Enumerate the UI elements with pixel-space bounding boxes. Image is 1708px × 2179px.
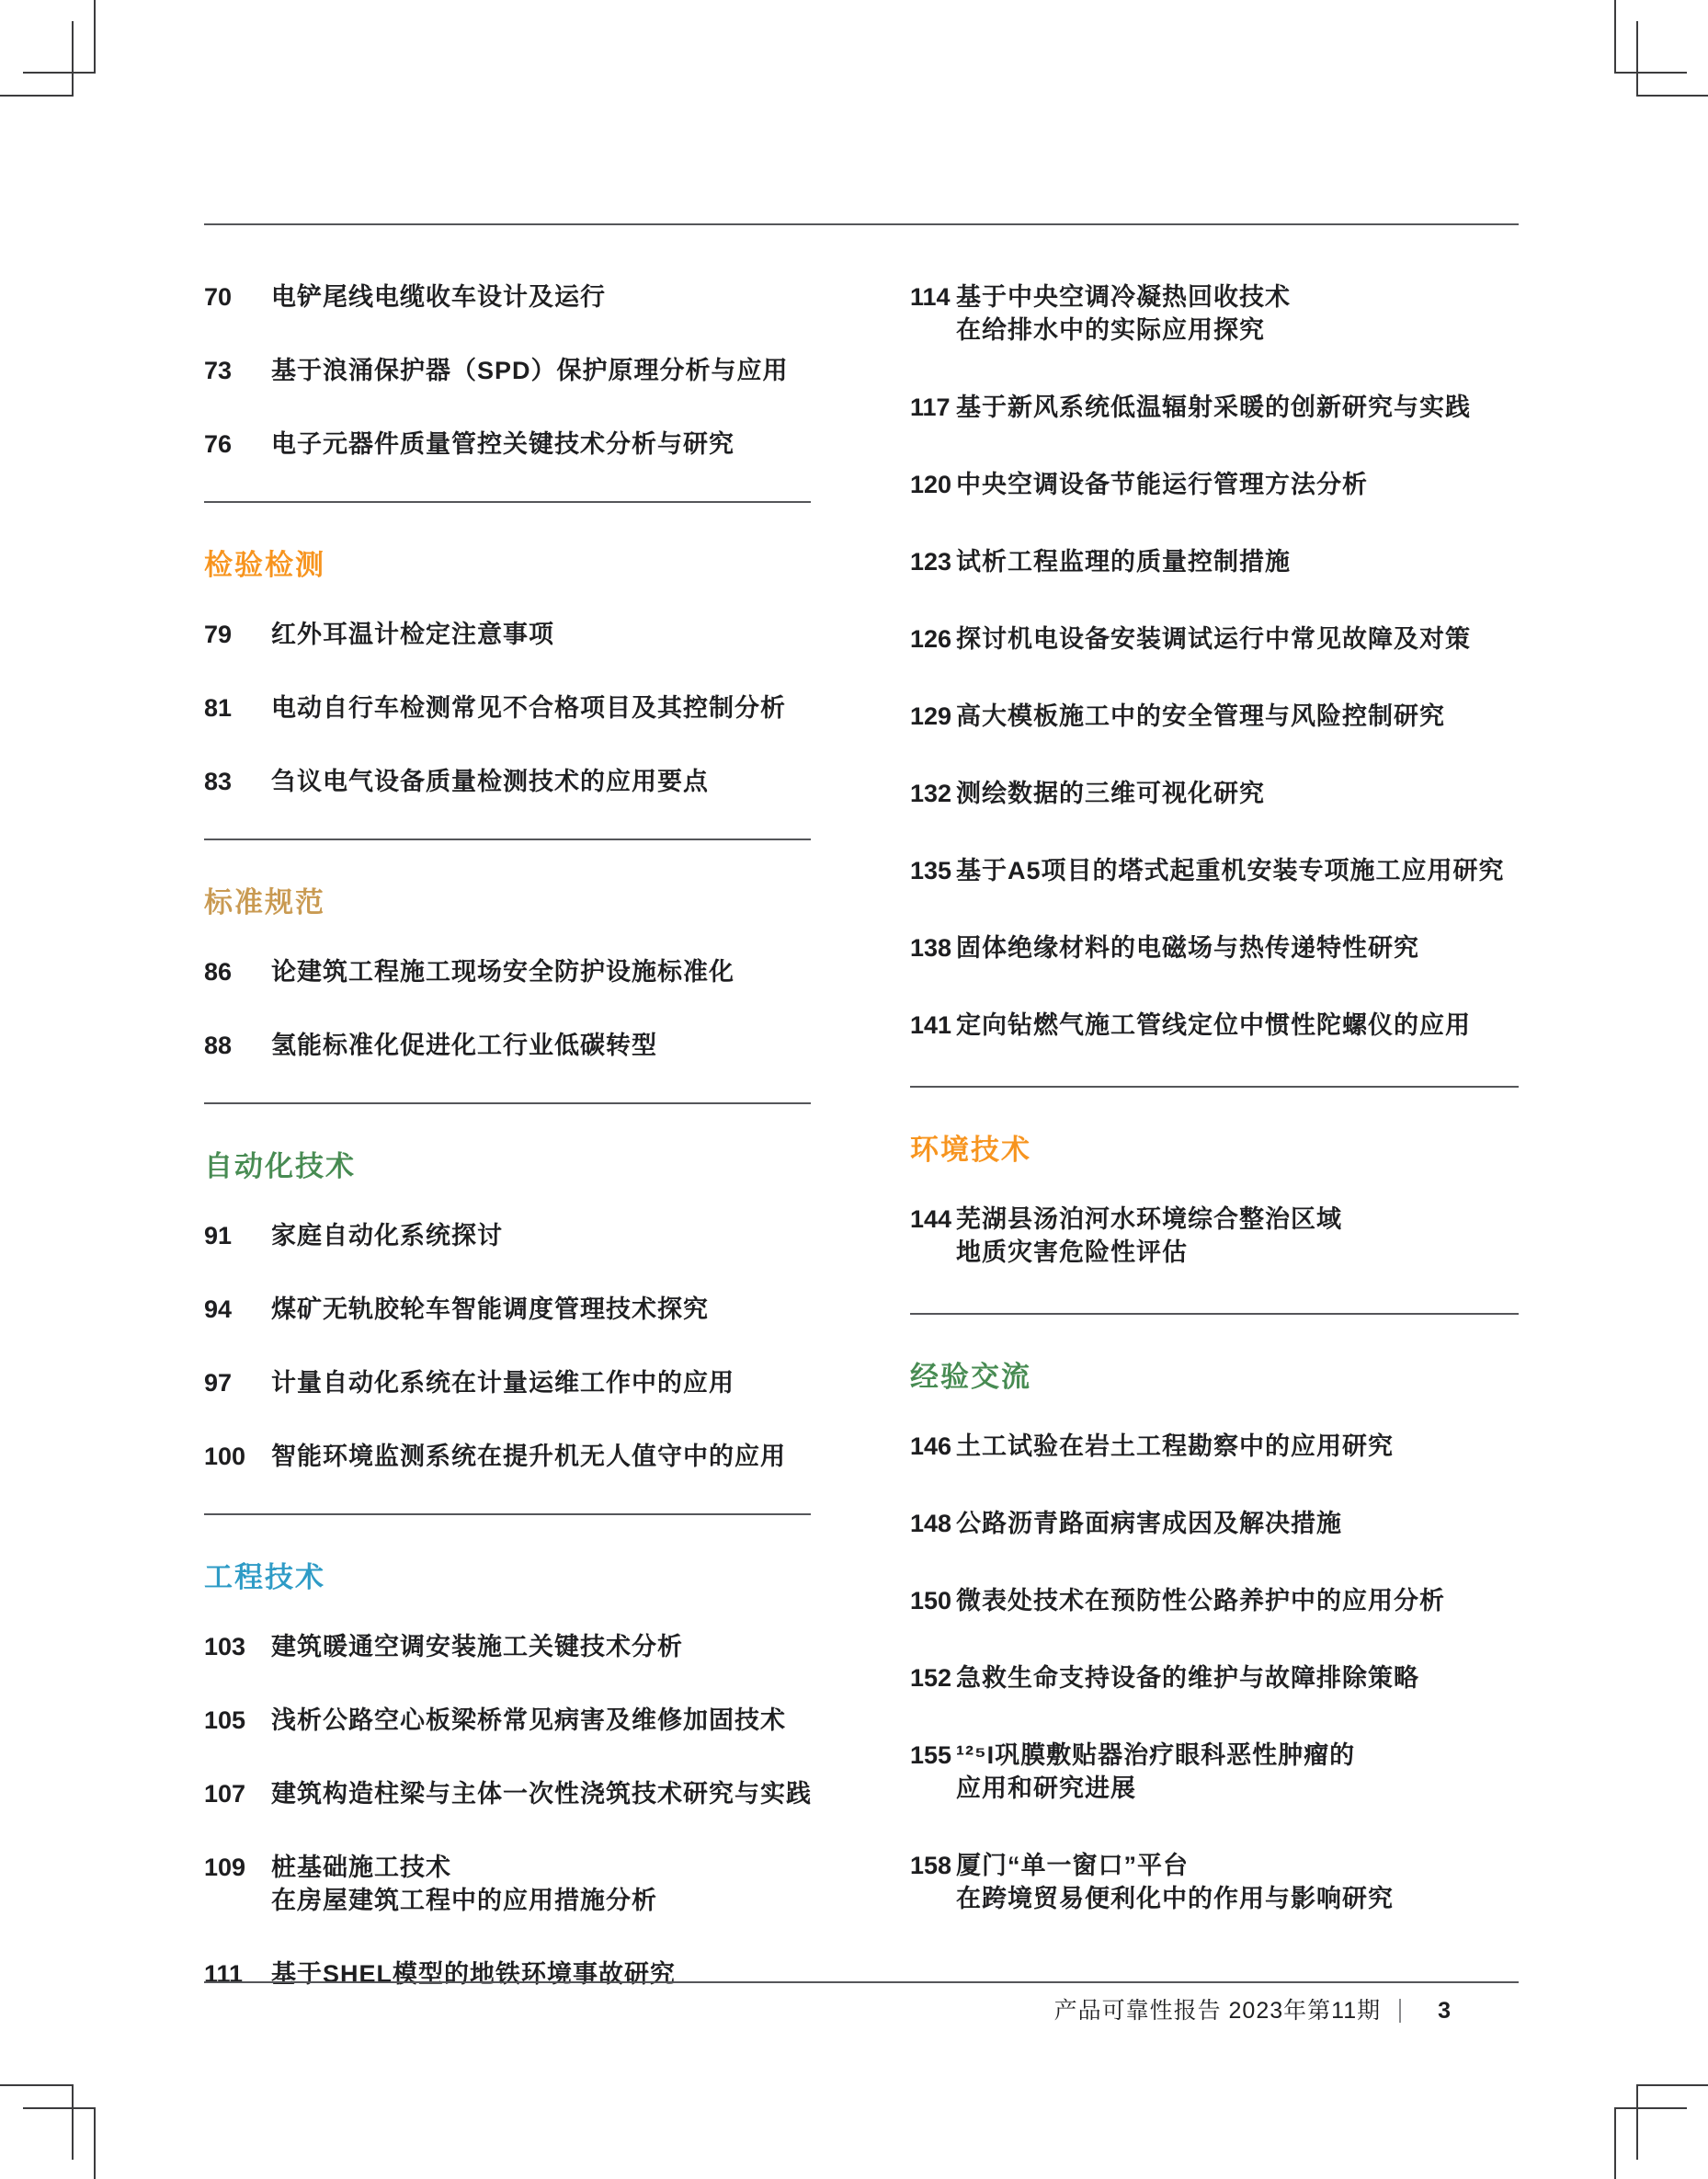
entry-title-line: 基于A5项目的塔式起重机安装专项施工应用研究 — [956, 857, 1505, 884]
entry-title-line: 电子元器件质量管控关键技术分析与研究 — [271, 430, 734, 458]
entry-title-line: 探讨机电设备安装调试运行中常见故障及对策 — [956, 625, 1471, 653]
entry-page-number: 70 — [204, 283, 233, 311]
entry-title — [956, 622, 1471, 656]
entry-title-line: 红外耳温计检定注意事项 — [271, 621, 554, 648]
entry-title-line: 桩基础施工技术 — [271, 1854, 451, 1881]
toc-entry — [910, 280, 1519, 347]
entry-page-number: 83 — [204, 768, 233, 795]
page-footer — [204, 1995, 1519, 2026]
entry-title — [956, 1507, 1342, 1540]
section-divider — [204, 1102, 811, 1104]
toc-entry — [910, 1203, 1519, 1269]
toc-left-column — [204, 280, 811, 2031]
entry-title — [271, 1219, 503, 1252]
toc-content — [204, 223, 1519, 2031]
entry-title-line: 地质灾害危险性评估 — [956, 1238, 1188, 1266]
entry-page-number: 138 — [910, 934, 952, 962]
toc-entry — [204, 1777, 811, 1810]
entry-page-number: 132 — [910, 780, 952, 807]
section-divider — [204, 1513, 811, 1515]
toc-entry — [910, 1507, 1519, 1540]
toc-entry — [910, 391, 1519, 424]
entry-title — [271, 1630, 683, 1663]
entry-title-line: 定向钻燃气施工管线定位中惯性陀螺仪的应用 — [956, 1011, 1471, 1039]
entry-page-number: 88 — [204, 1032, 233, 1059]
entry-page-number: 76 — [204, 430, 233, 458]
entry-title — [956, 280, 1291, 347]
toc-entry — [910, 700, 1519, 733]
entry-page-number: 146 — [910, 1432, 952, 1460]
toc-entry — [204, 1219, 811, 1252]
section-heading: 自动化技术 — [204, 1150, 356, 1182]
footer-separator-bar — [1399, 1999, 1401, 2023]
entry-title — [271, 1440, 786, 1473]
toc-entry — [910, 1009, 1519, 1042]
toc-entry — [204, 1029, 811, 1062]
entry-page-number: 81 — [204, 694, 233, 722]
toc-entry — [204, 280, 811, 314]
entry-title — [271, 280, 606, 314]
toc-entry — [910, 468, 1519, 501]
entry-title — [271, 354, 789, 387]
entry-title-line: 刍议电气设备质量检测技术的应用要点 — [271, 768, 709, 795]
entry-title-line: 浅析公路空心板梁桥常见病害及维修加固技术 — [271, 1706, 786, 1734]
entry-title-line: 公路沥青路面病害成因及解决措施 — [956, 1510, 1342, 1537]
entry-title — [956, 1739, 1355, 1805]
entry-title-line: 高大模板施工中的安全管理与风险控制研究 — [956, 702, 1445, 730]
toc-entry — [910, 777, 1519, 810]
entry-title — [956, 468, 1368, 501]
entry-page-number: 126 — [910, 625, 952, 653]
toc-entry — [910, 1739, 1519, 1805]
entry-page-number: 158 — [910, 1852, 952, 1879]
entry-title-line: 试析工程监理的质量控制措施 — [956, 548, 1291, 576]
entry-title — [271, 1851, 657, 1917]
entry-title-line: 基于中央空调冷凝热回收技术 — [956, 283, 1291, 311]
entry-title-line: 基于SHEL模型的地铁环境事故研究 — [271, 1960, 677, 1988]
entry-title-line: ¹²⁵I巩膜敷贴器治疗眼科恶性肿瘤的 — [956, 1741, 1356, 1769]
entry-page-number: 100 — [204, 1443, 246, 1470]
entry-title-line: 在给排水中的实际应用探究 — [956, 316, 1265, 344]
entry-title-line: 急救生命支持设备的维护与故障排除策略 — [956, 1664, 1419, 1692]
entry-title — [271, 428, 734, 461]
entry-title-line: 论建筑工程施工现场安全防护设施标准化 — [271, 958, 734, 986]
toc-entry — [910, 1430, 1519, 1463]
entry-title-line: 煤矿无轨胶轮车智能调度管理技术探究 — [271, 1295, 709, 1323]
footer-divider — [204, 1981, 1519, 1983]
entry-page-number: 150 — [910, 1587, 952, 1614]
entry-title — [271, 1366, 734, 1399]
entry-page-number: 86 — [204, 958, 233, 986]
entry-title — [271, 1777, 812, 1810]
entry-page-number: 105 — [204, 1706, 246, 1734]
toc-entry — [204, 1440, 811, 1473]
toc-entry — [910, 931, 1519, 964]
entry-title — [956, 854, 1505, 887]
toc-entry — [204, 1851, 811, 1917]
entry-title-line: 计量自动化系统在计量运维工作中的应用 — [271, 1369, 734, 1397]
toc-entry — [204, 618, 811, 651]
section-heading: 检验检测 — [204, 549, 325, 581]
entry-title — [956, 777, 1265, 810]
entry-title-line: 微表处技术在预防性公路养护中的应用分析 — [956, 1587, 1445, 1614]
toc-columns — [204, 225, 1519, 2031]
entry-title-line: 氢能标准化促进化工行业低碳转型 — [271, 1032, 657, 1059]
entry-title — [956, 1661, 1419, 1694]
entry-title — [271, 1957, 676, 1991]
entry-title-line: 厦门“单一窗口”平台 — [956, 1852, 1189, 1879]
entry-page-number: 107 — [204, 1780, 246, 1808]
toc-entry — [910, 1849, 1519, 1915]
entry-title-line: 在房屋建筑工程中的应用措施分析 — [271, 1887, 657, 1914]
entry-title-line: 在跨境贸易便利化中的作用与影响研究 — [956, 1885, 1394, 1912]
toc-entry — [910, 1661, 1519, 1694]
entry-page-number: 79 — [204, 621, 233, 648]
entry-title — [271, 955, 734, 988]
entry-title-line: 土工试验在岩土工程勘察中的应用研究 — [956, 1432, 1394, 1460]
toc-entry — [910, 854, 1519, 887]
toc-entry — [204, 428, 811, 461]
toc-entry — [204, 1293, 811, 1326]
toc-entry — [204, 1957, 811, 1991]
entry-title — [271, 1029, 657, 1062]
toc-entry — [910, 622, 1519, 656]
entry-page-number: 94 — [204, 1295, 233, 1323]
entry-title-line: 家庭自动化系统探讨 — [271, 1222, 503, 1249]
toc-entry — [910, 1584, 1519, 1617]
toc-entry — [204, 691, 811, 724]
entry-page-number: 129 — [910, 702, 952, 730]
entry-title-line: 固体绝缘材料的电磁场与热传递特性研究 — [956, 934, 1419, 962]
entry-title-line: 基于浪涌保护器（SPD）保护原理分析与应用 — [271, 357, 789, 384]
entry-page-number: 155 — [910, 1741, 952, 1769]
entry-page-number: 114 — [910, 283, 951, 311]
entry-page-number: 117 — [910, 394, 951, 421]
entry-title-line: 测绘数据的三维可视化研究 — [956, 780, 1265, 807]
section-divider — [204, 839, 811, 840]
entry-title-line: 芜湖县汤泊河水环境综合整治区域 — [956, 1205, 1342, 1233]
entry-title — [956, 931, 1419, 964]
entry-title-line: 建筑构造柱梁与主体一次性浇筑技术研究与实践 — [271, 1780, 812, 1808]
section-divider — [910, 1086, 1519, 1088]
entry-title-line: 智能环境监测系统在提升机无人值守中的应用 — [271, 1443, 786, 1470]
toc-entry — [204, 1630, 811, 1663]
section-divider — [204, 501, 811, 503]
section-heading: 标准规范 — [204, 886, 325, 918]
entry-page-number: 73 — [204, 357, 233, 384]
entry-title — [271, 618, 554, 651]
entry-title — [271, 1293, 709, 1326]
toc-entry — [204, 1704, 811, 1737]
entry-title-line: 中央空调设备节能运行管理方法分析 — [956, 471, 1368, 498]
section-heading: 环境技术 — [910, 1134, 1031, 1166]
section-divider — [910, 1313, 1519, 1315]
section-heading: 经验交流 — [910, 1361, 1031, 1393]
journal-issue-label: 产品可靠性报告 2023年第11期 — [1053, 1998, 1382, 2024]
entry-title — [271, 765, 709, 798]
toc-entry — [204, 955, 811, 988]
entry-page-number: 123 — [910, 548, 952, 576]
entry-page-number: 135 — [910, 857, 952, 884]
entry-title-line: 基于新风系统低温辐射采暖的创新研究与实践 — [956, 394, 1471, 421]
entry-page-number: 109 — [204, 1854, 246, 1881]
entry-title — [956, 1430, 1394, 1463]
toc-entry — [204, 765, 811, 798]
toc-entry — [204, 354, 811, 387]
entry-title — [271, 1704, 786, 1737]
entry-page-number: 91 — [204, 1222, 233, 1249]
entry-page-number: 148 — [910, 1510, 952, 1537]
entry-title-line: 电动自行车检测常见不合格项目及其控制分析 — [271, 694, 786, 722]
entry-page-number: 120 — [910, 471, 952, 498]
entry-title-line: 应用和研究进展 — [956, 1774, 1136, 1802]
entry-title — [956, 391, 1471, 424]
crop-mark — [0, 21, 74, 97]
entry-title — [956, 1584, 1445, 1617]
toc-entry — [910, 545, 1519, 578]
entry-page-number: 103 — [204, 1633, 246, 1660]
entry-page-number: 152 — [910, 1664, 952, 1692]
entry-title — [956, 1009, 1471, 1042]
entry-title — [956, 700, 1445, 733]
toc-entry — [204, 1366, 811, 1399]
crop-mark — [1636, 2084, 1708, 2160]
toc-right-column — [910, 280, 1519, 2031]
entry-title — [956, 1203, 1342, 1269]
entry-page-number: 144 — [910, 1205, 952, 1233]
entry-page-number: 97 — [204, 1369, 233, 1397]
entry-title-line: 建筑暖通空调安装施工关键技术分析 — [271, 1633, 683, 1660]
section-heading: 工程技术 — [204, 1561, 325, 1593]
entry-title-line: 电铲尾线电缆收车设计及运行 — [271, 283, 606, 311]
entry-page-number: 111 — [204, 1960, 244, 1988]
crop-mark — [0, 2084, 74, 2160]
entry-page-number: 141 — [910, 1011, 952, 1039]
crop-mark — [1636, 21, 1708, 97]
entry-title — [956, 545, 1291, 578]
entry-title — [956, 1849, 1394, 1915]
entry-title — [271, 691, 786, 724]
page-number: 3 — [1438, 1998, 1451, 2024]
